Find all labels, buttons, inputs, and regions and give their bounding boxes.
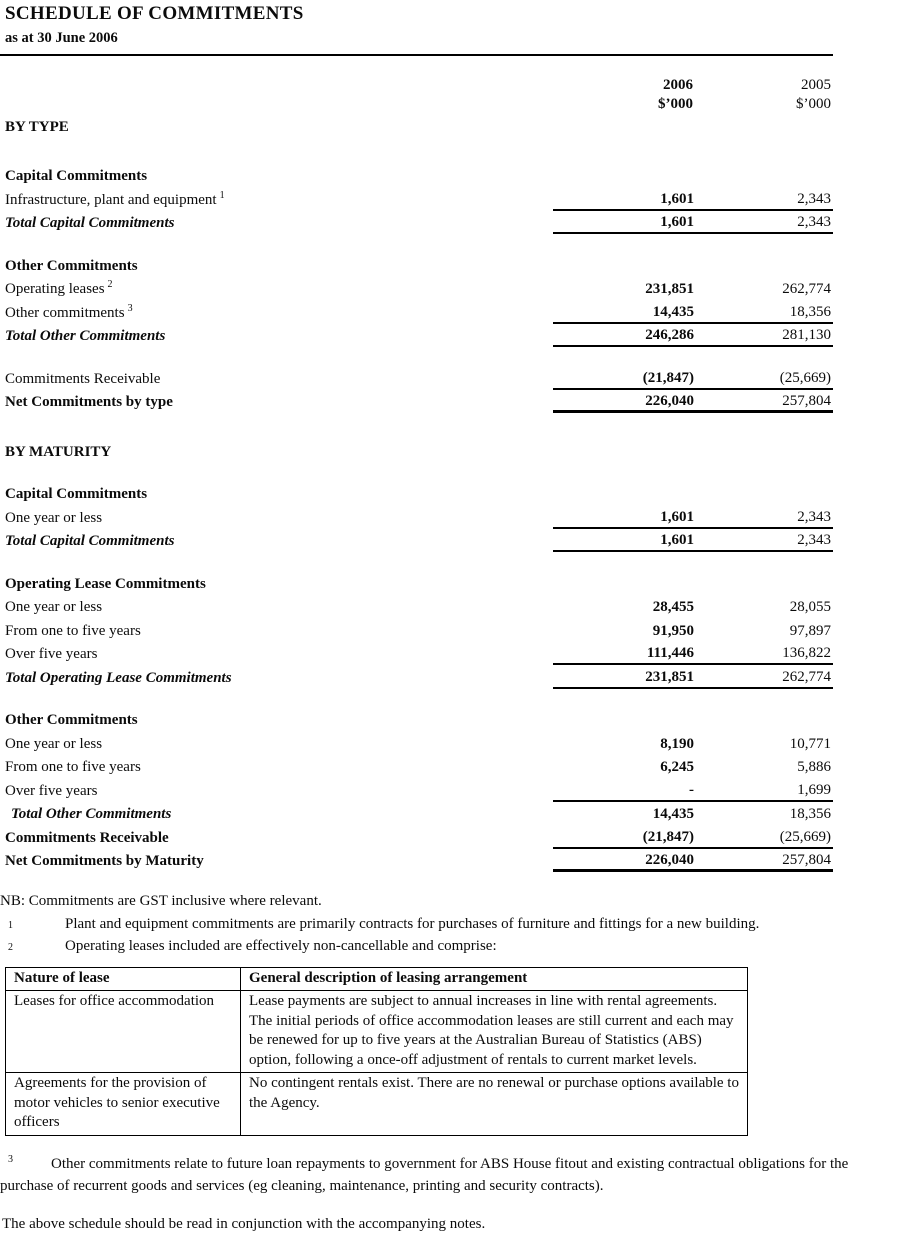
value-2006: 226,040 — [645, 852, 694, 868]
row-values — [553, 806, 833, 825]
row-label: Total Other Commitments — [11, 806, 172, 822]
value-2005: 5,886 — [797, 759, 831, 775]
value-2006: 1,601 — [660, 532, 694, 548]
value-2006: 231,851 — [645, 281, 694, 297]
statement-row — [0, 642, 905, 666]
value-2005: 257,804 — [782, 393, 831, 409]
value-2005: 257,804 — [782, 852, 831, 868]
lease-table-header-nature: Nature of lease — [6, 967, 241, 991]
footnote-marker: 2 — [8, 942, 13, 953]
row-spacer — [0, 138, 905, 164]
row-values — [553, 191, 833, 211]
row-values — [553, 304, 833, 324]
value-2006: 1,601 — [660, 508, 694, 525]
value-2006: 28,455 — [652, 599, 694, 615]
sectionheader-row — [0, 253, 905, 277]
footnotes — [0, 913, 905, 958]
value-2005: 2,343 — [797, 532, 831, 548]
value-2005: 18,356 — [789, 806, 831, 822]
row-values — [553, 327, 833, 347]
row-values — [553, 370, 833, 390]
row-label: Total Capital Commitments — [5, 215, 175, 231]
lease-description-cell: No contingent rentals exist. There are no renewal or purchase options available to the Agency. — [241, 1073, 748, 1136]
lease-table-header-row — [6, 967, 748, 991]
row-values — [553, 281, 833, 300]
footnote-3 — [0, 1149, 900, 1198]
footnote — [0, 913, 905, 936]
section-label: Other Commitments — [5, 712, 138, 728]
value-2005: 2,343 — [797, 190, 831, 207]
lease-table-header-description: General description of leasing arrangement — [241, 967, 748, 991]
lease-table-row — [6, 1073, 748, 1136]
statement-row — [0, 731, 905, 755]
column-header-2006 — [551, 76, 693, 114]
footnote-marker: 1 — [8, 919, 13, 931]
footnote-ref: 2 — [107, 279, 113, 290]
value-2006: 14,435 — [652, 806, 694, 822]
footnote — [0, 935, 905, 958]
row-values — [553, 759, 833, 778]
row-spacer — [0, 552, 905, 571]
row-spacer — [0, 234, 905, 253]
statement-row — [0, 211, 905, 235]
value-2005: 97,897 — [789, 622, 831, 639]
footnote-3-text: Other commitments relate to future loan repayments to government for ABS House fitout and existing contractual obligations for the purchase of recurrent goods and services (eg cleaning, maintenance, printing and security contracts). — [0, 1155, 849, 1194]
statement-row — [0, 529, 905, 553]
statement-row — [0, 665, 905, 689]
lease-nature-cell: Agreements for the provision of motor vehicles to senior executive officers — [6, 1073, 241, 1136]
statement-row — [0, 187, 905, 211]
row-values — [553, 829, 833, 849]
value-2006: - — [688, 781, 694, 798]
row-label: Other commitments $^3$ — [5, 302, 133, 321]
nb-note: NB: Commitments are GST inclusive where relevant. — [0, 893, 322, 909]
value-2006: 14,435 — [652, 303, 694, 320]
row-values — [553, 669, 833, 689]
row-label: Total Capital Commitments — [5, 533, 175, 549]
value-2005: 1,699 — [797, 781, 831, 798]
column-headers — [0, 76, 833, 114]
row-spacer — [0, 347, 905, 366]
value-2006: 231,851 — [645, 668, 694, 685]
section-label: BY MATURITY — [5, 443, 112, 460]
commitments-statement — [0, 114, 905, 872]
row-values — [553, 623, 833, 642]
row-label: Commitments Receivable — [5, 370, 161, 387]
statement-row — [0, 505, 905, 529]
footnote-text: Operating leases included are effectively non-cancellable and comprise: — [65, 938, 497, 954]
row-label: One year or less — [5, 735, 103, 752]
footnote-3-marker: 3 — [8, 1153, 13, 1165]
year-2005-label: 2005 — [801, 77, 831, 93]
header-rule — [0, 54, 833, 56]
page-subtitle: as at 30 June 2006 — [5, 30, 118, 46]
row-spacer — [0, 689, 905, 708]
statement-row — [0, 825, 905, 849]
row-spacer — [0, 463, 905, 482]
section-label: Capital Commitments — [5, 486, 148, 502]
column-header-2005 — [693, 76, 833, 114]
sectionheader-row — [0, 571, 905, 595]
value-2005: 262,774 — [782, 668, 831, 685]
row-label: Infrastructure, plant and equipment $^1$ — [5, 189, 225, 208]
row-label: From one to five years — [5, 759, 141, 775]
lease-description-cell: Lease payments are subject to annual increases in line with rental agreements. The initial periods of office accommodation leases are still current and each may be renewed for up to five years at the Australian Bureau of Statistics (ABS) option, following a once-off adjustment of rentals to current market levels. — [241, 991, 748, 1073]
value-2005: 262,774 — [782, 281, 831, 297]
value-2005: 136,822 — [782, 645, 831, 661]
row-label: Net Commitments by Maturity — [5, 853, 204, 869]
sectionheader-row — [0, 482, 905, 506]
lease-nature-cell: Leases for office accommodation — [6, 991, 241, 1073]
statement-row — [0, 300, 905, 324]
unit-2005-label: $’000 — [796, 96, 831, 112]
value-2005: (25,669) — [779, 369, 831, 386]
statement-row — [0, 802, 905, 826]
value-2006: 8,190 — [660, 735, 694, 752]
value-2006: 226,040 — [645, 393, 694, 409]
statement-row — [0, 618, 905, 642]
statement-row — [0, 366, 905, 390]
row-label: Net Commitments by type — [5, 394, 173, 410]
statement-row — [0, 277, 905, 301]
statement-row — [0, 595, 905, 619]
section-label: Operating Lease Commitments — [5, 575, 206, 592]
unit-2006-label: $’000 — [658, 96, 693, 112]
lease-table — [5, 967, 748, 1136]
value-2005: (25,669) — [779, 828, 831, 845]
mainheader-row — [0, 114, 905, 138]
value-2005: 28,055 — [789, 599, 831, 615]
value-2006: (21,847) — [642, 828, 694, 845]
value-2005: 18,356 — [789, 303, 831, 320]
row-label: Total Operating Lease Commitments — [5, 669, 232, 686]
section-label: BY TYPE — [5, 118, 69, 135]
lease-table-row — [6, 991, 748, 1073]
row-label: Total Other Commitments — [5, 328, 166, 344]
year-2006-label: 2006 — [663, 77, 693, 93]
row-values — [553, 736, 833, 755]
row-values — [553, 599, 833, 618]
statement-row — [0, 324, 905, 348]
value-2005: 10,771 — [789, 735, 831, 752]
value-2006: 6,245 — [660, 759, 694, 775]
value-2006: 246,286 — [645, 327, 694, 343]
statement-row — [0, 390, 905, 414]
row-label: From one to five years — [5, 622, 141, 639]
row-values — [553, 782, 833, 802]
row-values — [553, 214, 833, 234]
value-2005: 281,130 — [782, 327, 831, 343]
page-title: SCHEDULE OF COMMITMENTS — [5, 3, 304, 24]
row-label: Over five years — [5, 646, 98, 662]
row-label: Operating leases $^2$ — [5, 279, 113, 297]
section-label: Other Commitments — [5, 257, 138, 274]
value-2006: (21,847) — [642, 369, 694, 386]
row-label: Over five years — [5, 782, 98, 799]
row-label: Commitments Receivable — [5, 829, 169, 846]
section-label: Capital Commitments — [5, 168, 148, 184]
row-label: One year or less — [5, 599, 103, 615]
row-label: One year or less — [5, 509, 103, 526]
value-2005: 2,343 — [797, 508, 831, 525]
row-values — [553, 532, 833, 552]
value-2006: 1,601 — [660, 214, 694, 230]
row-values — [553, 509, 833, 529]
value-2006: 91,950 — [652, 622, 694, 639]
footnote-text: Plant and equipment commitments are primarily contracts for purchases of furniture and fittings for a new building. — [65, 915, 760, 932]
mainheader-row — [0, 439, 905, 463]
statement-row — [0, 849, 905, 873]
closing-note: The above schedule should be read in conjunction with the accompanying notes. — [2, 1215, 486, 1232]
sectionheader-row — [0, 708, 905, 732]
footnote-ref: 1 — [219, 189, 225, 201]
row-values — [553, 852, 833, 872]
value-2006: 1,601 — [660, 190, 694, 207]
row-values — [553, 393, 833, 413]
value-2005: 2,343 — [797, 214, 831, 230]
statement-row — [0, 778, 905, 802]
value-2006: 111,446 — [646, 645, 694, 661]
footnote-ref: 3 — [127, 302, 133, 314]
sectionheader-row — [0, 164, 905, 188]
statement-row — [0, 755, 905, 779]
row-spacer — [0, 413, 905, 439]
row-values — [553, 645, 833, 665]
